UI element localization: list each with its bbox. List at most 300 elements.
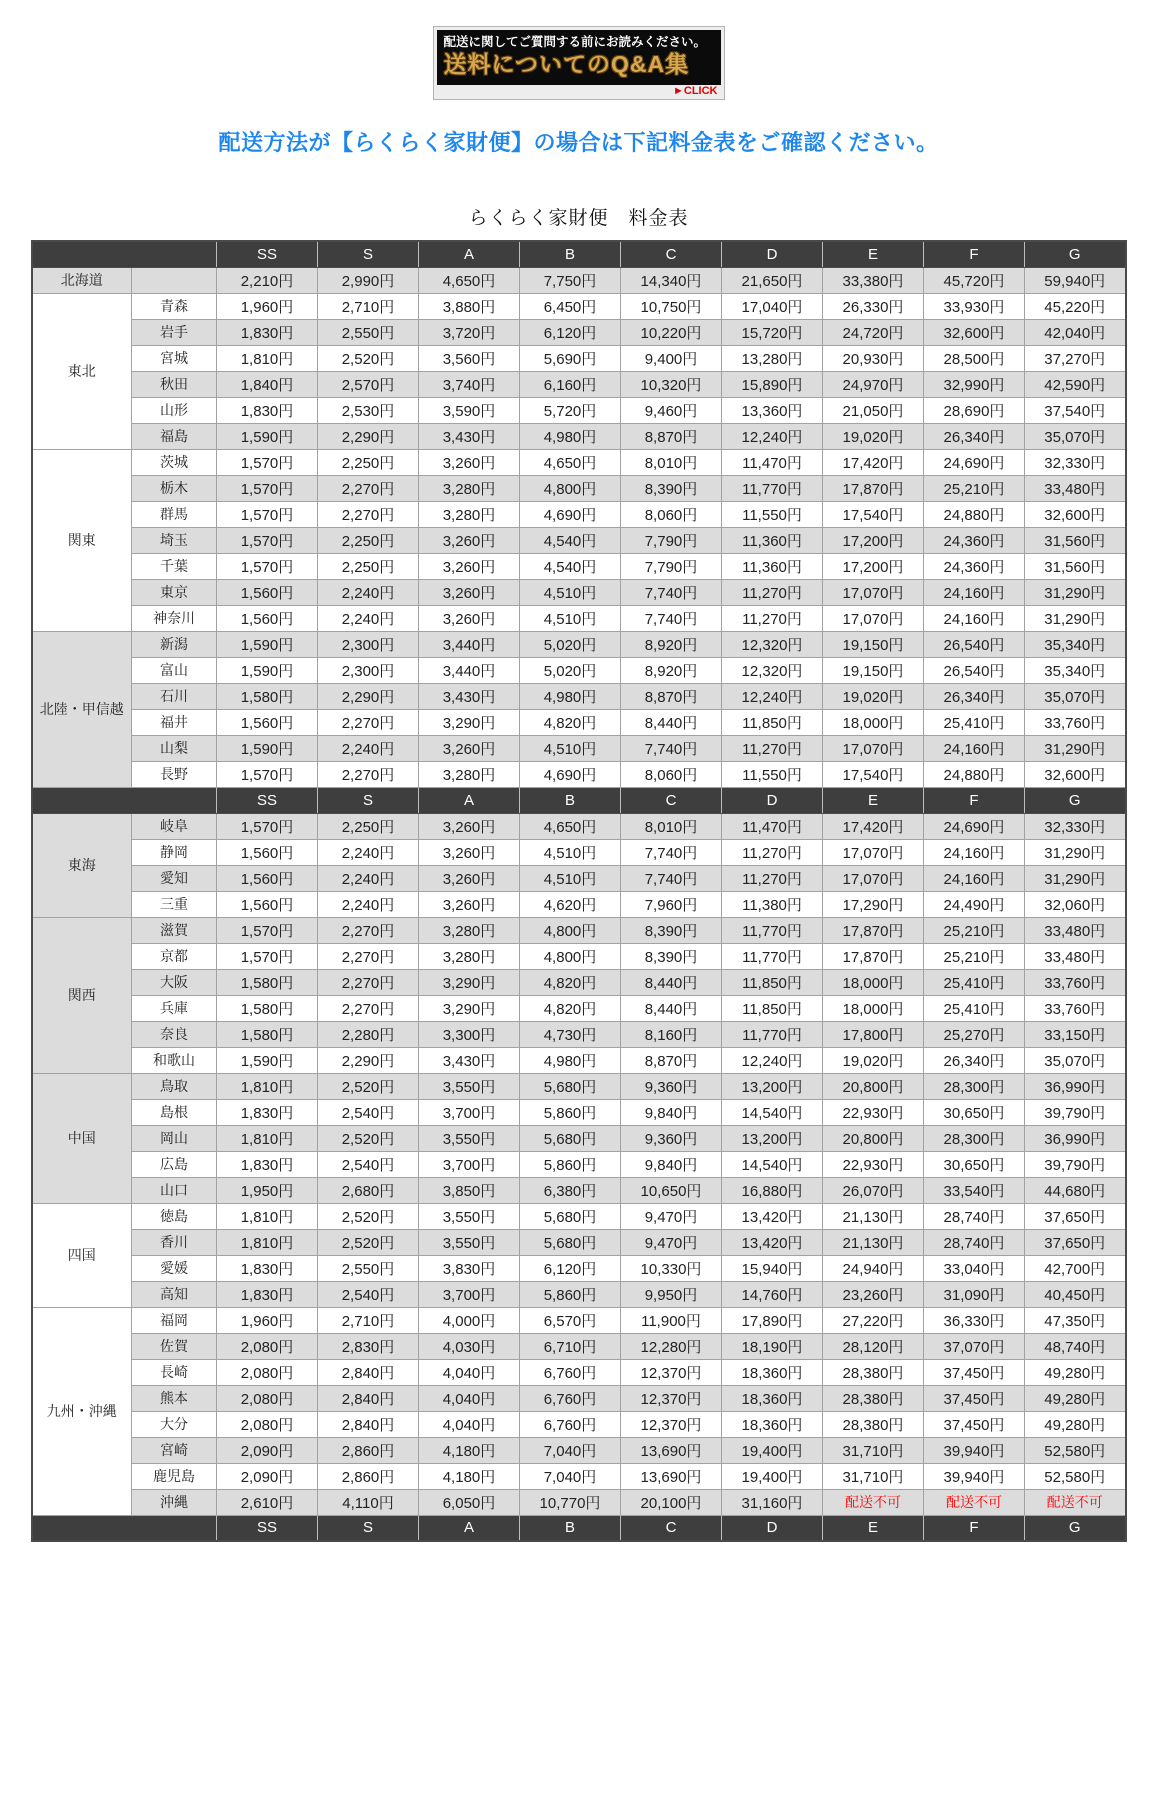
price-cell: 3,550円 <box>419 1073 520 1099</box>
price-row <box>32 813 1126 839</box>
price-cell: 9,360円 <box>621 1073 722 1099</box>
price-cell: 1,570円 <box>217 501 318 527</box>
prefecture-label: 岡山 <box>132 1125 217 1151</box>
price-cell: 6,120円 <box>520 1255 621 1281</box>
price-cell: 33,760円 <box>1025 969 1126 995</box>
size-header-f: F <box>924 241 1025 267</box>
price-cell: 8,060円 <box>621 501 722 527</box>
price-cell: 31,160円 <box>722 1489 823 1515</box>
price-cell: 7,040円 <box>520 1437 621 1463</box>
size-header-e: E <box>823 241 924 267</box>
price-cell: 24,880円 <box>924 501 1025 527</box>
prefecture-label: 奈良 <box>132 1021 217 1047</box>
price-cell: 37,650円 <box>1025 1203 1126 1229</box>
price-cell: 11,270円 <box>722 605 823 631</box>
price-cell: 2,990円 <box>318 267 419 293</box>
size-header-c: C <box>621 241 722 267</box>
price-cell: 19,020円 <box>823 1047 924 1073</box>
price-cell: 4,820円 <box>520 969 621 995</box>
price-cell: 1,580円 <box>217 1021 318 1047</box>
price-cell: 19,400円 <box>722 1437 823 1463</box>
price-cell: 1,580円 <box>217 683 318 709</box>
price-cell: 2,240円 <box>318 839 419 865</box>
price-cell: 20,800円 <box>823 1073 924 1099</box>
price-cell: 28,380円 <box>823 1385 924 1411</box>
price-cell: 8,010円 <box>621 813 722 839</box>
price-cell: 2,090円 <box>217 1437 318 1463</box>
price-cell: 2,540円 <box>318 1099 419 1125</box>
price-cell: 37,650円 <box>1025 1229 1126 1255</box>
price-cell: 11,770円 <box>722 917 823 943</box>
price-cell: 23,260円 <box>823 1281 924 1307</box>
price-cell: 8,870円 <box>621 423 722 449</box>
price-cell: 1,810円 <box>217 1073 318 1099</box>
price-row <box>32 371 1126 397</box>
prefecture-label: 宮崎 <box>132 1437 217 1463</box>
price-cell: 2,080円 <box>217 1333 318 1359</box>
price-row <box>32 319 1126 345</box>
price-cell: 52,580円 <box>1025 1437 1126 1463</box>
price-cell: 17,870円 <box>823 943 924 969</box>
price-cell: 17,070円 <box>823 865 924 891</box>
price-cell: 10,650円 <box>621 1177 722 1203</box>
price-cell: 1,810円 <box>217 1229 318 1255</box>
price-cell: 49,280円 <box>1025 1385 1126 1411</box>
price-cell: 26,340円 <box>924 683 1025 709</box>
price-cell: 2,270円 <box>318 943 419 969</box>
price-cell: 4,180円 <box>419 1463 520 1489</box>
prefecture-label: 岐阜 <box>132 813 217 839</box>
price-cell: 24,880円 <box>924 761 1025 787</box>
prefecture-label: 島根 <box>132 1099 217 1125</box>
price-cell: 2,290円 <box>318 683 419 709</box>
price-cell: 59,940円 <box>1025 267 1126 293</box>
price-row <box>32 1151 1126 1177</box>
price-cell: 36,330円 <box>924 1307 1025 1333</box>
price-cell: 5,860円 <box>520 1099 621 1125</box>
price-cell: 22,930円 <box>823 1151 924 1177</box>
price-cell: 1,950円 <box>217 1177 318 1203</box>
price-cell: 13,200円 <box>722 1073 823 1099</box>
price-cell: 8,920円 <box>621 631 722 657</box>
price-cell: 3,700円 <box>419 1281 520 1307</box>
price-cell: 2,270円 <box>318 709 419 735</box>
price-cell: 2,250円 <box>318 813 419 839</box>
price-cell: 37,070円 <box>924 1333 1025 1359</box>
price-cell: 7,740円 <box>621 839 722 865</box>
price-cell: 32,990円 <box>924 371 1025 397</box>
price-cell: 11,550円 <box>722 501 823 527</box>
price-cell: 2,520円 <box>318 1125 419 1151</box>
price-cell: 2,240円 <box>318 605 419 631</box>
price-row <box>32 1177 1126 1203</box>
price-cell: 13,200円 <box>722 1125 823 1151</box>
price-row <box>32 891 1126 917</box>
price-cell: 2,840円 <box>318 1359 419 1385</box>
price-cell: 18,190円 <box>722 1333 823 1359</box>
size-header-d: D <box>722 1515 823 1541</box>
price-cell: 4,820円 <box>520 709 621 735</box>
price-row <box>32 1255 1126 1281</box>
price-cell: 12,320円 <box>722 631 823 657</box>
price-cell: 39,940円 <box>924 1437 1025 1463</box>
price-cell: 6,450円 <box>520 293 621 319</box>
price-cell: 2,240円 <box>318 579 419 605</box>
price-cell: 3,280円 <box>419 917 520 943</box>
price-cell-unavailable: 配送不可 <box>924 1489 1025 1515</box>
price-cell: 11,380円 <box>722 891 823 917</box>
price-cell: 1,830円 <box>217 1281 318 1307</box>
price-cell: 18,360円 <box>722 1411 823 1437</box>
size-header-a: A <box>419 241 520 267</box>
price-cell: 24,690円 <box>924 813 1025 839</box>
price-cell: 1,560円 <box>217 839 318 865</box>
price-cell: 36,990円 <box>1025 1073 1126 1099</box>
price-cell: 5,680円 <box>520 1125 621 1151</box>
price-cell: 1,810円 <box>217 345 318 371</box>
price-cell: 2,270円 <box>318 969 419 995</box>
price-cell: 32,600円 <box>1025 501 1126 527</box>
price-cell: 3,440円 <box>419 631 520 657</box>
price-cell: 4,110円 <box>318 1489 419 1515</box>
size-header-a: A <box>419 787 520 813</box>
region-label: 北海道 <box>32 267 132 293</box>
price-cell: 2,300円 <box>318 657 419 683</box>
price-row <box>32 657 1126 683</box>
price-cell: 28,740円 <box>924 1203 1025 1229</box>
price-cell: 12,240円 <box>722 683 823 709</box>
price-cell: 28,380円 <box>823 1359 924 1385</box>
price-cell: 1,570円 <box>217 761 318 787</box>
price-cell: 17,200円 <box>823 527 924 553</box>
price-cell: 33,380円 <box>823 267 924 293</box>
price-cell: 20,800円 <box>823 1125 924 1151</box>
price-cell: 11,900円 <box>621 1307 722 1333</box>
price-cell: 42,040円 <box>1025 319 1126 345</box>
price-table-title: らくらく家財便 料金表 <box>468 208 689 230</box>
price-cell: 4,800円 <box>520 943 621 969</box>
price-cell: 2,270円 <box>318 917 419 943</box>
price-cell: 1,960円 <box>217 293 318 319</box>
price-cell: 21,130円 <box>823 1229 924 1255</box>
price-cell: 33,150円 <box>1025 1021 1126 1047</box>
price-cell: 2,540円 <box>318 1151 419 1177</box>
price-cell: 4,540円 <box>520 527 621 553</box>
price-cell: 1,580円 <box>217 995 318 1021</box>
price-row <box>32 527 1126 553</box>
price-cell: 2,290円 <box>318 1047 419 1073</box>
price-cell: 32,600円 <box>924 319 1025 345</box>
price-cell: 26,330円 <box>823 293 924 319</box>
price-cell: 13,280円 <box>722 345 823 371</box>
price-cell: 17,800円 <box>823 1021 924 1047</box>
price-cell: 8,060円 <box>621 761 722 787</box>
prefecture-label: 兵庫 <box>132 995 217 1021</box>
price-cell: 31,710円 <box>823 1463 924 1489</box>
size-header-a: A <box>419 1515 520 1541</box>
price-cell: 6,760円 <box>520 1359 621 1385</box>
price-cell: 5,690円 <box>520 345 621 371</box>
price-row <box>32 423 1126 449</box>
price-row <box>32 917 1126 943</box>
price-cell: 3,260円 <box>419 839 520 865</box>
price-cell: 2,290円 <box>318 423 419 449</box>
price-cell: 4,690円 <box>520 761 621 787</box>
price-cell: 11,770円 <box>722 475 823 501</box>
price-cell: 1,560円 <box>217 605 318 631</box>
price-cell: 31,290円 <box>1025 735 1126 761</box>
qa-banner[interactable] <box>433 26 725 100</box>
price-cell: 3,830円 <box>419 1255 520 1281</box>
price-row <box>32 683 1126 709</box>
price-cell: 17,540円 <box>823 761 924 787</box>
price-cell: 11,470円 <box>722 813 823 839</box>
price-cell: 5,860円 <box>520 1281 621 1307</box>
price-cell: 27,220円 <box>823 1307 924 1333</box>
price-cell: 2,270円 <box>318 475 419 501</box>
price-cell: 28,300円 <box>924 1125 1025 1151</box>
price-cell: 4,540円 <box>520 553 621 579</box>
price-cell: 19,400円 <box>722 1463 823 1489</box>
price-cell: 1,590円 <box>217 735 318 761</box>
price-cell: 2,080円 <box>217 1411 318 1437</box>
size-header-e: E <box>823 787 924 813</box>
prefecture-label: 神奈川 <box>132 605 217 631</box>
price-cell: 2,250円 <box>318 553 419 579</box>
size-header-e: E <box>823 1515 924 1541</box>
price-cell: 4,510円 <box>520 865 621 891</box>
price-cell: 3,260円 <box>419 579 520 605</box>
prefecture-label: 高知 <box>132 1281 217 1307</box>
prefecture-label: 東京 <box>132 579 217 605</box>
price-cell-unavailable: 配送不可 <box>1025 1489 1126 1515</box>
price-cell: 4,820円 <box>520 995 621 1021</box>
price-row <box>32 1333 1126 1359</box>
price-row <box>32 735 1126 761</box>
price-cell: 2,860円 <box>318 1437 419 1463</box>
price-cell: 7,790円 <box>621 527 722 553</box>
price-cell: 26,070円 <box>823 1177 924 1203</box>
price-cell: 3,720円 <box>419 319 520 345</box>
price-cell: 2,270円 <box>318 501 419 527</box>
price-cell: 45,220円 <box>1025 293 1126 319</box>
price-cell: 22,930円 <box>823 1099 924 1125</box>
price-cell: 36,990円 <box>1025 1125 1126 1151</box>
prefecture-label: 熊本 <box>132 1385 217 1411</box>
price-cell: 20,930円 <box>823 345 924 371</box>
price-cell: 31,710円 <box>823 1437 924 1463</box>
price-cell: 14,760円 <box>722 1281 823 1307</box>
size-header-g: G <box>1025 241 1126 267</box>
size-header-f: F <box>924 1515 1025 1541</box>
region-label: 東海 <box>32 813 132 917</box>
price-cell: 8,920円 <box>621 657 722 683</box>
price-row <box>32 579 1126 605</box>
price-cell: 21,650円 <box>722 267 823 293</box>
price-cell: 4,730円 <box>520 1021 621 1047</box>
price-cell: 2,550円 <box>318 1255 419 1281</box>
price-cell: 11,360円 <box>722 527 823 553</box>
prefecture-label: 三重 <box>132 891 217 917</box>
price-cell: 10,770円 <box>520 1489 621 1515</box>
price-cell: 10,220円 <box>621 319 722 345</box>
price-cell: 2,710円 <box>318 293 419 319</box>
price-cell: 13,690円 <box>621 1463 722 1489</box>
price-cell: 37,450円 <box>924 1359 1025 1385</box>
price-cell: 3,550円 <box>419 1229 520 1255</box>
price-cell: 49,280円 <box>1025 1359 1126 1385</box>
price-cell: 11,470円 <box>722 449 823 475</box>
price-cell: 1,570円 <box>217 527 318 553</box>
price-row <box>32 1281 1126 1307</box>
size-header-g: G <box>1025 1515 1126 1541</box>
price-cell: 42,700円 <box>1025 1255 1126 1281</box>
price-cell: 7,740円 <box>621 605 722 631</box>
price-cell: 18,000円 <box>823 709 924 735</box>
price-cell: 9,840円 <box>621 1151 722 1177</box>
price-cell: 8,390円 <box>621 943 722 969</box>
size-header-g: G <box>1025 787 1126 813</box>
price-cell: 8,390円 <box>621 917 722 943</box>
price-cell: 3,550円 <box>419 1125 520 1151</box>
price-cell: 2,520円 <box>318 1229 419 1255</box>
region-label: 関西 <box>32 917 132 1073</box>
price-cell: 7,040円 <box>520 1463 621 1489</box>
price-cell: 5,680円 <box>520 1229 621 1255</box>
price-cell: 3,260円 <box>419 605 520 631</box>
price-cell: 3,700円 <box>419 1151 520 1177</box>
page-heading: 配送方法が【らくらく家財便】の場合は下記料金表をご確認ください。 <box>218 130 939 156</box>
price-cell: 12,280円 <box>621 1333 722 1359</box>
price-cell: 12,370円 <box>621 1385 722 1411</box>
price-cell: 25,410円 <box>924 995 1025 1021</box>
price-cell: 6,050円 <box>419 1489 520 1515</box>
price-row <box>32 345 1126 371</box>
price-cell: 39,790円 <box>1025 1099 1126 1125</box>
prefecture-label: 山梨 <box>132 735 217 761</box>
price-cell: 33,040円 <box>924 1255 1025 1281</box>
header-corner-cell <box>32 1515 217 1541</box>
price-cell: 31,290円 <box>1025 839 1126 865</box>
price-cell: 35,070円 <box>1025 683 1126 709</box>
price-cell: 6,760円 <box>520 1411 621 1437</box>
price-row <box>32 1307 1126 1333</box>
size-header-b: B <box>520 241 621 267</box>
price-cell: 2,240円 <box>318 891 419 917</box>
price-cell: 8,870円 <box>621 683 722 709</box>
price-cell: 4,650円 <box>520 449 621 475</box>
price-cell: 10,320円 <box>621 371 722 397</box>
price-cell: 15,890円 <box>722 371 823 397</box>
price-cell: 4,650円 <box>419 267 520 293</box>
price-cell: 33,760円 <box>1025 709 1126 735</box>
price-cell: 28,740円 <box>924 1229 1025 1255</box>
price-cell: 2,520円 <box>318 1203 419 1229</box>
price-cell: 12,370円 <box>621 1411 722 1437</box>
price-cell: 35,070円 <box>1025 423 1126 449</box>
price-cell: 25,210円 <box>924 917 1025 943</box>
price-cell: 1,580円 <box>217 969 318 995</box>
price-cell: 2,840円 <box>318 1385 419 1411</box>
price-cell-unavailable: 配送不可 <box>823 1489 924 1515</box>
prefecture-label: 佐賀 <box>132 1333 217 1359</box>
price-cell: 1,830円 <box>217 397 318 423</box>
price-cell: 24,940円 <box>823 1255 924 1281</box>
price-cell: 26,540円 <box>924 657 1025 683</box>
size-header-b: B <box>520 787 621 813</box>
price-cell: 24,360円 <box>924 553 1025 579</box>
price-cell: 31,560円 <box>1025 527 1126 553</box>
price-cell: 17,070円 <box>823 605 924 631</box>
price-cell: 3,280円 <box>419 475 520 501</box>
price-cell: 3,590円 <box>419 397 520 423</box>
price-cell: 12,240円 <box>722 1047 823 1073</box>
price-cell: 6,710円 <box>520 1333 621 1359</box>
price-cell: 33,540円 <box>924 1177 1025 1203</box>
price-cell: 8,010円 <box>621 449 722 475</box>
price-row <box>32 1437 1126 1463</box>
size-header-row-bottom <box>32 1515 1126 1541</box>
prefecture-label: 香川 <box>132 1229 217 1255</box>
prefecture-label: 京都 <box>132 943 217 969</box>
prefecture-label: 福岡 <box>132 1307 217 1333</box>
price-cell: 4,510円 <box>520 839 621 865</box>
price-cell: 2,570円 <box>318 371 419 397</box>
size-header-ss: SS <box>217 241 318 267</box>
price-row <box>32 605 1126 631</box>
price-cell: 4,510円 <box>520 579 621 605</box>
prefecture-label: 山口 <box>132 1177 217 1203</box>
price-row <box>32 709 1126 735</box>
price-cell: 32,060円 <box>1025 891 1126 917</box>
price-cell: 25,210円 <box>924 943 1025 969</box>
price-cell: 2,520円 <box>318 345 419 371</box>
price-cell: 49,280円 <box>1025 1411 1126 1437</box>
price-cell: 17,070円 <box>823 735 924 761</box>
price-cell: 24,160円 <box>924 605 1025 631</box>
price-row <box>32 267 1126 293</box>
price-cell: 2,610円 <box>217 1489 318 1515</box>
prefecture-label: 福井 <box>132 709 217 735</box>
size-header-ss: SS <box>217 787 318 813</box>
price-row <box>32 293 1126 319</box>
price-cell: 14,540円 <box>722 1099 823 1125</box>
prefecture-label: 徳島 <box>132 1203 217 1229</box>
price-cell: 18,360円 <box>722 1385 823 1411</box>
size-header-row-top <box>32 241 1126 267</box>
price-cell: 4,980円 <box>520 1047 621 1073</box>
price-cell: 2,550円 <box>318 319 419 345</box>
price-cell: 4,040円 <box>419 1385 520 1411</box>
size-header-ss: SS <box>217 1515 318 1541</box>
price-cell: 4,040円 <box>419 1411 520 1437</box>
price-cell: 3,280円 <box>419 761 520 787</box>
price-cell: 9,470円 <box>621 1229 722 1255</box>
price-cell: 25,410円 <box>924 969 1025 995</box>
price-table <box>31 240 1127 1542</box>
price-cell: 28,380円 <box>823 1411 924 1437</box>
price-cell: 48,740円 <box>1025 1333 1126 1359</box>
price-cell: 11,270円 <box>722 839 823 865</box>
price-cell: 11,270円 <box>722 579 823 605</box>
price-cell: 24,690円 <box>924 449 1025 475</box>
price-cell: 9,460円 <box>621 397 722 423</box>
size-header-s: S <box>318 787 419 813</box>
price-cell: 3,430円 <box>419 423 520 449</box>
prefecture-label: 栃木 <box>132 475 217 501</box>
price-cell: 2,860円 <box>318 1463 419 1489</box>
price-cell: 11,550円 <box>722 761 823 787</box>
